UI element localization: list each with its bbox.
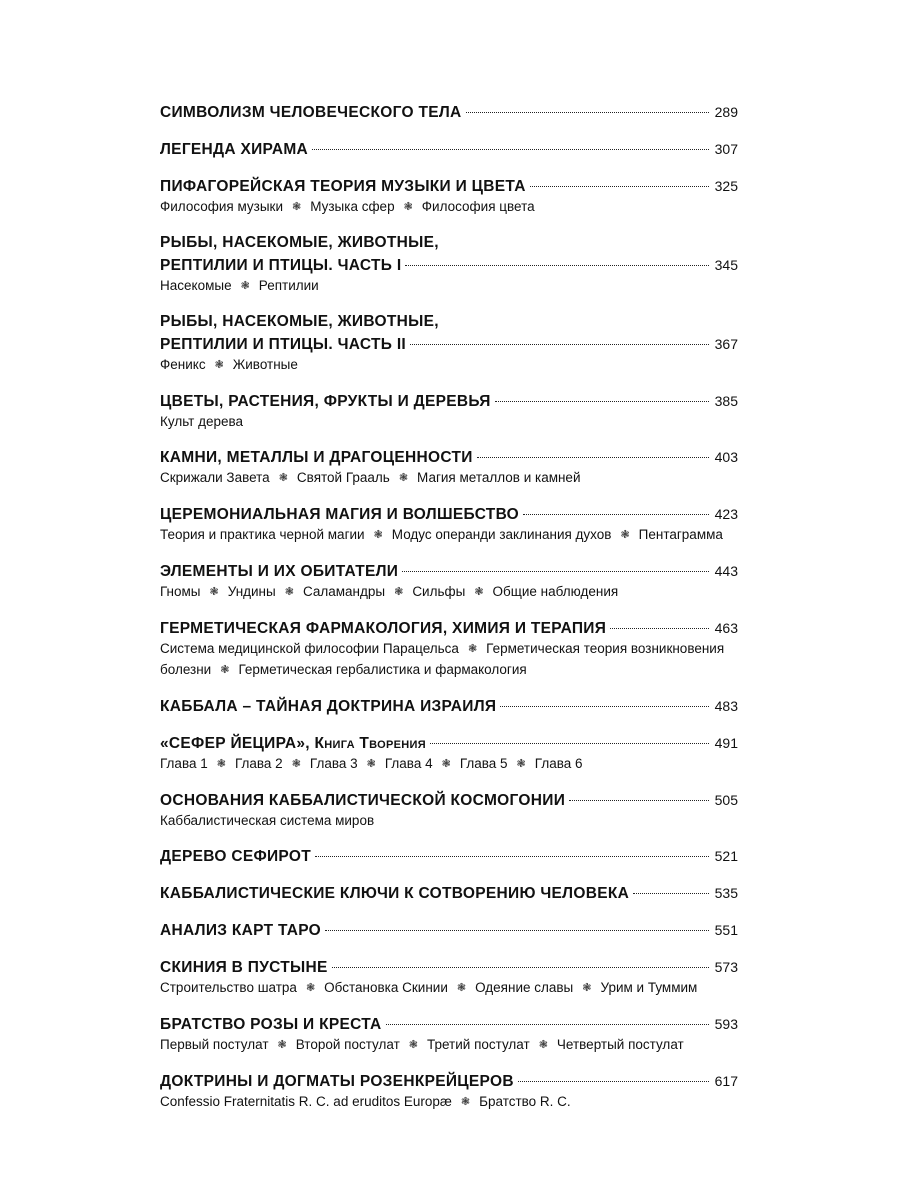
toc-entry-title: ГЕРМЕТИЧЕСКАЯ ФАРМАКОЛОГИЯ, ХИМИЯ И ТЕРАПИЯ [160, 620, 607, 637]
flower-separator-icon: ❃ [277, 1039, 287, 1051]
toc-entry-title: ДЕРЕВО СЕФИРОТ [160, 848, 311, 865]
toc-subtopic[interactable]: Глава 1 [160, 756, 208, 771]
toc-entry[interactable] [160, 789, 738, 831]
toc-entry[interactable] [160, 1013, 738, 1056]
toc-subtopic[interactable]: Глава 4 [384, 756, 433, 771]
toc-entry-title: КАББАЛА – ТАЙНАЯ ДОКТРИНА ИЗРАИЛЯ [160, 698, 497, 715]
toc-subtopic[interactable]: Каббалистическая система миров [160, 813, 375, 828]
toc-subtopics [160, 978, 738, 999]
toc-subtopic[interactable]: Теория и практика черной магии [160, 527, 365, 542]
dot-leader [405, 265, 708, 266]
flower-separator-icon: ❃ [408, 1039, 418, 1051]
toc-subtopic[interactable]: Система медицинской философии Парацельса [160, 641, 459, 656]
dot-leader [523, 514, 709, 515]
toc-subtopics [160, 412, 738, 432]
toc-entry[interactable] [160, 101, 738, 124]
toc-subtopic[interactable]: Животные [232, 357, 298, 372]
toc-entry-line [160, 956, 738, 979]
toc-entry-page-number: 617 [714, 1073, 738, 1089]
toc-entry-title: КАМНИ, МЕТАЛЛЫ И ДРАГОЦЕННОСТИ [160, 449, 473, 466]
toc-entry-title: РЕПТИЛИИ И ПТИЦЫ. ЧАСТЬ I [160, 257, 402, 274]
toc-entry-page-number: 443 [714, 563, 738, 579]
flower-separator-icon: ❃ [305, 982, 316, 994]
toc-subtopic[interactable]: Обстановка Скинии [324, 980, 448, 995]
toc-entry-page-number: 403 [714, 449, 738, 465]
toc-entry-line [160, 446, 738, 469]
toc-entry-title: «СЕФЕР ЙЕЦИРА», Книга Творения [160, 735, 426, 752]
dot-leader [495, 401, 709, 402]
toc-entry[interactable] [160, 175, 738, 218]
toc-entry-line [160, 254, 738, 277]
toc-subtopic[interactable]: Герметическая теория возникновения болезни [160, 641, 725, 677]
dot-leader [477, 457, 709, 458]
toc-entry-line [160, 175, 738, 198]
toc-subtopic[interactable]: Святой Грааль [296, 470, 390, 485]
toc-entry-page-number: 423 [714, 506, 738, 522]
toc-entry[interactable] [160, 956, 738, 999]
toc-entry[interactable] [160, 732, 738, 775]
toc-subtopic[interactable]: Четвертый постулат [556, 1037, 684, 1052]
toc-entry-page-number: 593 [714, 1016, 738, 1032]
toc-subtopics [160, 1035, 738, 1056]
flower-separator-icon: ❃ [620, 529, 630, 541]
toc-subtopic[interactable]: Второй постулат [295, 1037, 400, 1052]
toc-subtopic[interactable]: Одеяние славы [475, 980, 574, 995]
toc-entry-line [160, 503, 738, 526]
toc-subtopics [160, 754, 738, 775]
toc-entry-line [160, 101, 738, 124]
toc-entry-title: ДОКТРИНЫ И ДОГМАТЫ РОЗЕНКРЕЙЦЕРОВ [160, 1073, 514, 1090]
toc-subtopics [160, 355, 738, 376]
table-of-contents [160, 101, 738, 1113]
toc-entry-title: ЭЛЕМЕНТЫ И ИХ ОБИТАТЕЛИ [160, 563, 399, 580]
dot-leader [325, 930, 709, 931]
toc-entry-page-number: 573 [714, 959, 738, 975]
toc-entry-page-number: 521 [714, 848, 738, 864]
dot-leader [610, 628, 708, 629]
flower-separator-icon: ❃ [441, 758, 451, 770]
toc-subtopics [160, 582, 738, 603]
dot-leader [430, 743, 709, 744]
toc-entry[interactable] [160, 503, 738, 546]
dot-leader [410, 344, 709, 345]
toc-entry-page-number: 345 [714, 257, 738, 273]
flower-separator-icon: ❃ [240, 280, 250, 292]
toc-subtopics [160, 1092, 738, 1113]
toc-entry-line [160, 732, 738, 755]
toc-entry-line [160, 919, 738, 942]
toc-entry-page-number: 483 [714, 698, 738, 714]
dot-leader [569, 800, 709, 801]
toc-subtopics [160, 811, 738, 831]
flower-separator-icon: ❃ [467, 643, 478, 655]
toc-entry-line [160, 695, 738, 718]
toc-subtopic[interactable]: Сильфы [412, 584, 466, 599]
toc-subtopics [160, 197, 738, 218]
flower-separator-icon: ❃ [278, 472, 288, 484]
toc-entry-title: ПИФАГОРЕЙСКАЯ ТЕОРИЯ МУЗЫКИ И ЦВЕТА [160, 178, 526, 195]
flower-separator-icon: ❃ [284, 586, 294, 598]
toc-subtopic[interactable]: Гномы [160, 584, 201, 599]
toc-entry-line [160, 1070, 738, 1093]
dot-leader [633, 893, 709, 894]
toc-entry-page-number: 289 [714, 104, 738, 120]
toc-subtopic[interactable]: Глава 3 [309, 756, 358, 771]
dot-leader [315, 856, 709, 857]
toc-entry[interactable] [160, 232, 738, 297]
toc-entry[interactable] [160, 390, 738, 432]
flower-separator-icon: ❃ [366, 758, 376, 770]
toc-entry-line [160, 333, 738, 356]
toc-entry-line [160, 882, 738, 905]
toc-entry-title-first-line: РЫБЫ, НАСЕКОМЫЕ, ЖИВОТНЫЕ, [160, 234, 439, 251]
toc-entry[interactable] [160, 695, 738, 718]
toc-subtopic[interactable]: Третий постулат [427, 1037, 530, 1052]
toc-entry[interactable] [160, 446, 738, 489]
dot-leader [500, 706, 708, 707]
flower-separator-icon: ❃ [456, 982, 467, 994]
toc-subtopic[interactable]: Глава 2 [234, 756, 283, 771]
toc-entry-title: АНАЛИЗ КАРТ ТАРО [160, 922, 322, 939]
dot-leader [518, 1081, 709, 1082]
toc-entry-page-number: 463 [714, 620, 738, 636]
toc-subtopic[interactable]: Рептилии [258, 278, 319, 293]
toc-subtopic[interactable]: Урим и Туммим [600, 980, 698, 995]
toc-entry[interactable] [160, 138, 738, 161]
flower-separator-icon: ❃ [460, 1096, 471, 1108]
toc-entry-title-first-line: РЫБЫ, НАСЕКОМЫЕ, ЖИВОТНЫЕ, [160, 313, 439, 330]
flower-separator-icon: ❃ [291, 201, 302, 213]
toc-entry-title: ЦВЕТЫ, РАСТЕНИЯ, ФРУКТЫ И ДЕРЕВЬЯ [160, 393, 491, 410]
toc-entry-line [160, 1013, 738, 1036]
flower-separator-icon: ❃ [403, 201, 413, 213]
toc-subtopic[interactable]: Общие наблюдения [492, 584, 619, 599]
toc-subtopic[interactable]: Музыка сфер [310, 199, 395, 214]
toc-entry-page-number: 307 [714, 141, 738, 157]
flower-separator-icon: ❃ [291, 758, 301, 770]
toc-entry-line [160, 138, 738, 161]
toc-entry-line [160, 390, 738, 413]
toc-entry-title: СКИНИЯ В ПУСТЫНЕ [160, 959, 328, 976]
flower-separator-icon: ❃ [220, 664, 230, 676]
flower-separator-icon: ❃ [216, 758, 226, 770]
toc-entry-page-number: 505 [714, 792, 738, 808]
toc-subtopic[interactable]: Братство R. C. [479, 1094, 571, 1109]
dot-leader [332, 967, 709, 968]
toc-subtopic[interactable]: Скрижали Завета [160, 470, 270, 485]
toc-subtopic[interactable]: Модус операнди заклинания духов [391, 527, 612, 542]
toc-subtopic[interactable]: Насекомые [160, 278, 232, 293]
dot-leader [386, 1024, 709, 1025]
toc-subtopic[interactable]: Философия музыки [160, 199, 283, 214]
toc-entry[interactable] [160, 1070, 738, 1113]
dot-leader [402, 571, 708, 572]
toc-subtopic[interactable]: Строительство шатра [160, 980, 297, 995]
flower-separator-icon: ❃ [582, 982, 592, 994]
toc-entry[interactable] [160, 919, 738, 942]
toc-subtopics [160, 639, 738, 681]
toc-subtopic[interactable]: Ундины [227, 584, 276, 599]
toc-entry[interactable] [160, 845, 738, 868]
toc-subtopic[interactable]: Герметическая гербалистика и фармакология [238, 662, 527, 677]
flower-separator-icon: ❃ [373, 529, 383, 541]
toc-subtopic[interactable]: Феникс [160, 357, 206, 372]
flower-separator-icon: ❃ [474, 586, 484, 598]
flower-separator-icon: ❃ [209, 586, 219, 598]
toc-subtopic[interactable]: Магия металлов и камней [417, 470, 581, 485]
toc-entry[interactable] [160, 882, 738, 905]
toc-entry-page-number: 535 [714, 885, 738, 901]
toc-entry-page-number: 367 [714, 336, 738, 352]
toc-entry-title: РЕПТИЛИИ И ПТИЦЫ. ЧАСТЬ II [160, 336, 407, 353]
toc-subtopic[interactable]: Пентаграмма [638, 527, 723, 542]
toc-entry-line [160, 617, 738, 640]
toc-subtopic[interactable]: Первый постулат [160, 1037, 269, 1052]
toc-entry-page-number: 491 [714, 735, 738, 751]
flower-separator-icon: ❃ [398, 472, 409, 484]
toc-entry-line [160, 789, 738, 812]
toc-entry-line [160, 560, 738, 583]
dot-leader [466, 112, 709, 113]
toc-entry[interactable] [160, 617, 738, 681]
toc-subtopic[interactable]: Confessio Fraternitatis R. C. ad eruditos Europæ [160, 1094, 452, 1109]
toc-subtopic[interactable]: Саламандры [302, 584, 386, 599]
toc-entry[interactable] [160, 560, 738, 603]
toc-entry-title: ЛЕГЕНДА ХИРАМА [160, 141, 309, 158]
toc-entry-title: БРАТСТВО РОЗЫ И КРЕСТА [160, 1016, 382, 1033]
toc-entry[interactable] [160, 311, 738, 376]
toc-subtopics [160, 468, 738, 489]
toc-subtopic[interactable]: Философия цвета [421, 199, 535, 214]
flower-separator-icon: ❃ [394, 586, 404, 598]
flower-separator-icon: ❃ [214, 359, 224, 371]
toc-subtopic[interactable]: Глава 6 [534, 756, 583, 771]
flower-separator-icon: ❃ [538, 1039, 548, 1051]
toc-entry-title: СИМВОЛИЗМ ЧЕЛОВЕЧЕСКОГО ТЕЛА [160, 104, 462, 121]
toc-subtopic[interactable]: Глава 5 [459, 756, 508, 771]
toc-entry-page-number: 551 [714, 922, 738, 938]
toc-entry-title: КАББАЛИСТИЧЕСКИЕ КЛЮЧИ К СОТВОРЕНИЮ ЧЕЛОВЕКА [160, 885, 630, 902]
toc-entry-line [160, 845, 738, 868]
toc-subtopics [160, 276, 738, 297]
dot-leader [530, 186, 709, 187]
toc-subtopics [160, 525, 738, 546]
dot-leader [312, 149, 709, 150]
toc-entry-page-number: 385 [714, 393, 738, 409]
toc-entry-page-number: 325 [714, 178, 738, 194]
toc-entry-title: ЦЕРЕМОНИАЛЬНАЯ МАГИЯ И ВОЛШЕБСТВО [160, 506, 520, 523]
flower-separator-icon: ❃ [516, 758, 526, 770]
toc-entry-title: ОСНОВАНИЯ КАББАЛИСТИЧЕСКОЙ КОСМОГОНИИ [160, 792, 566, 809]
toc-subtopic[interactable]: Культ дерева [160, 414, 244, 429]
